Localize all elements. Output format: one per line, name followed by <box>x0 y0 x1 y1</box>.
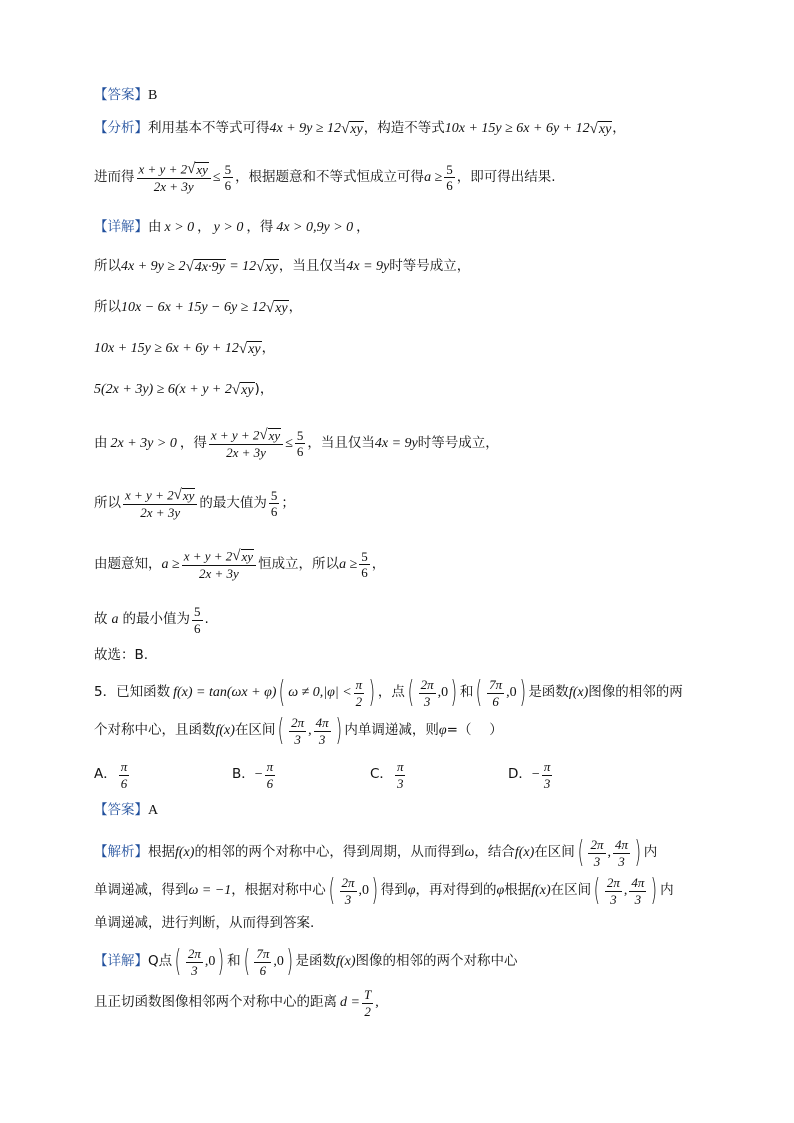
option-label: D． <box>508 766 532 783</box>
zero: 0 <box>509 685 517 701</box>
denominator: 3 <box>634 891 642 907</box>
text: 进而得 <box>94 169 135 186</box>
denominator: 3 <box>610 891 617 907</box>
radicand: xy <box>196 162 208 177</box>
math: f(x) <box>568 685 589 701</box>
sqrt: √ xy <box>231 382 254 399</box>
denominator: 6 <box>266 775 274 791</box>
denominator: 6 <box>492 693 499 709</box>
math: 4x > 0,9y > 0 <box>276 220 354 235</box>
fraction-5-6 <box>192 605 203 635</box>
denominator: 3 <box>618 853 625 869</box>
text: ， <box>261 340 276 357</box>
question5-options <box>94 760 694 790</box>
detail-q4-line8 <box>94 549 385 581</box>
zero: 0 <box>276 954 284 970</box>
option-c[interactable] <box>370 760 407 790</box>
text: 故选：B. <box>94 647 149 663</box>
denominator: 6 <box>446 178 453 194</box>
text: 内 <box>660 882 674 899</box>
radicand: xy <box>241 383 254 398</box>
option-a[interactable] <box>94 760 131 790</box>
zero: 0 <box>362 883 370 899</box>
math: φ <box>496 883 505 899</box>
fraction-T-2 <box>362 988 373 1018</box>
numerator: 5 <box>446 161 453 177</box>
math: a ≥ <box>339 556 358 572</box>
minus-sign: − <box>531 767 540 783</box>
math: f(x) <box>531 883 551 899</box>
math: 4x + 9y ≥ 12 <box>269 121 342 137</box>
numerator: 2π <box>590 837 604 852</box>
text: 图像的相邻的两 <box>588 684 683 701</box>
text: 的相邻的两个对称中心，得到周期，从而得到 <box>194 844 465 861</box>
math: 2x + 3y > 0 <box>110 435 177 451</box>
math: = 12 <box>225 259 257 275</box>
text: ，结合 <box>474 844 515 861</box>
comma: , <box>308 723 312 739</box>
fraction-5-6 <box>223 163 234 193</box>
denominator: 6 <box>270 504 278 520</box>
denominator: 6 <box>296 444 304 460</box>
text: ，再对得到的 <box>415 882 497 899</box>
radicand: 4x·9y <box>194 260 225 275</box>
denominator: 3 <box>318 731 326 747</box>
denominator: 2x + 3y <box>153 179 194 195</box>
text: 根据 <box>148 844 175 861</box>
denominator: 3 <box>191 962 198 978</box>
text: 的最小值为 <box>122 611 190 628</box>
math: 10x + 15y ≥ 6x + 6y + 12 <box>94 341 239 357</box>
numerator: 2π <box>291 715 305 730</box>
point: ( $\frac{7\pi}{6}$ , 0 ) <box>475 675 526 711</box>
comma: , <box>358 883 363 899</box>
denominator: 3 <box>294 731 301 747</box>
math: φ <box>438 723 447 739</box>
detail-q4-line3 <box>94 300 302 316</box>
math: f(x) <box>175 845 195 861</box>
text: 时等号成立， <box>417 435 499 452</box>
option-label: C． <box>370 766 393 783</box>
denominator: 6 <box>120 775 128 791</box>
radicand: xy <box>275 301 288 316</box>
answer-value: A <box>148 803 159 818</box>
analysis-q5-line2 <box>94 873 674 909</box>
text: ， <box>612 120 626 137</box>
math: 4x = 9y <box>374 435 418 451</box>
text: 所以 <box>94 299 121 316</box>
minus-sign: − <box>254 767 263 783</box>
text: 图像的相邻的两个对称中心 <box>355 953 518 970</box>
numerator: 2π <box>341 875 355 890</box>
text: 由题意知， <box>94 556 162 573</box>
detail-tag: 【详解】 <box>94 953 148 970</box>
text: ，当且仅当 <box>278 258 347 275</box>
sqrt: √ 4x·9y <box>185 259 225 276</box>
denominator: 3 <box>593 853 601 869</box>
math: 5(2x + 3y) ≥ 6(x + y + 2 <box>94 382 232 398</box>
text: 在区间 <box>234 722 276 739</box>
fraction-5-6 <box>359 550 370 580</box>
text: ，即可得出结果. <box>456 169 556 186</box>
text: 利用基本不等式可得 <box>148 120 270 137</box>
text: )， <box>254 381 274 398</box>
detail-tag: 【详解】 <box>94 219 148 236</box>
radicand: xy <box>598 122 612 137</box>
numerator: 7π <box>256 946 270 961</box>
math: f(x) <box>336 954 356 970</box>
detail-q5-line1 <box>94 944 518 980</box>
detail-q4-line6: 由 2x + 3y > 0 ，得 x + y + 2 √ xy 2x + 3y ≤ $\frac{5}{6}$ ，当且仅当 4x = 9y 时等号成立， <box>94 427 499 461</box>
radicand: xy <box>350 122 363 137</box>
comma: , <box>437 685 442 701</box>
denominator: 2x + 3y <box>226 445 266 461</box>
analysis-q5-line1 <box>94 835 658 871</box>
detail-q4-line7 <box>94 488 295 520</box>
math: a ≥ <box>161 556 180 572</box>
analysis-tag: 【解析】 <box>94 844 148 861</box>
detail-q5-line2 <box>94 988 379 1018</box>
option-d[interactable] <box>508 760 554 790</box>
text: 内单调递减，则 <box>344 722 439 739</box>
text: ，点 <box>377 684 405 701</box>
option-b[interactable] <box>232 760 277 790</box>
text: ， <box>288 299 303 316</box>
radicand: xy <box>248 342 261 357</box>
sqrt: √ xy <box>238 341 261 358</box>
text: ， <box>371 556 386 573</box>
fraction-5-6 <box>269 489 280 519</box>
text: =（ ） <box>446 722 503 739</box>
numerator: T <box>363 987 372 1002</box>
numerator: 2π <box>187 946 201 961</box>
numerator: 5 <box>224 161 232 177</box>
point: ( $\frac{2\pi}{3}$ , 0 ) <box>174 944 225 980</box>
math: 10x + 15y ≥ 6x + 6y + 12 <box>444 121 590 137</box>
radicand: xy <box>268 428 281 443</box>
point: ( $\frac{2\pi}{3}$ , 0 ) <box>407 675 458 711</box>
denominator: 3 <box>543 775 551 791</box>
text: ， <box>356 219 370 236</box>
text: 内 <box>643 844 658 861</box>
detail-q4-choice <box>94 649 148 663</box>
comma: , <box>623 883 628 899</box>
text: ， <box>197 219 211 236</box>
math: 4x = 9y <box>346 259 390 275</box>
text: 由 <box>94 435 108 452</box>
answer-value: B <box>148 88 158 103</box>
numerator: 5 <box>296 427 304 443</box>
text: 在区间 <box>534 844 575 861</box>
detail-q4-line9 <box>94 605 209 635</box>
text: 得到 <box>380 882 408 899</box>
math: 10x − 6x + 15y − 6y ≥ 12 <box>121 300 266 316</box>
text: ； <box>281 495 295 512</box>
numerator: 2π <box>420 677 434 692</box>
math: x > 0 <box>164 220 195 235</box>
text: ，得 <box>246 219 274 236</box>
fraction: x + y + 2 √ xy 2x + 3y <box>209 428 283 460</box>
math: ω <box>464 845 475 861</box>
text: 根据 <box>504 882 532 899</box>
math: f(x) = tan(ωx + φ) <box>173 685 277 701</box>
math: y > 0 <box>213 220 244 235</box>
interval: ( $\frac{2\pi}{3}$ , $\frac{4\pi}{3}$ ) <box>278 713 342 749</box>
text: 时等号成立， <box>389 258 471 275</box>
fraction: x + y + 2 √ xy 2x + 3y <box>137 162 211 194</box>
text: 5．已知函数 <box>94 684 171 701</box>
math: ω = −1 <box>188 883 232 899</box>
question5-line2 <box>94 713 503 749</box>
math: d = <box>340 995 360 1011</box>
interval: ( $\frac{2\pi}{3}$ , $\frac{4\pi}{3}$ ) <box>577 835 642 871</box>
numerator: x + y + 2 <box>183 548 233 564</box>
numerator: 5 <box>194 604 201 619</box>
comma: , <box>607 845 611 861</box>
text: ，构造不等式 <box>363 120 445 137</box>
answer-q4 <box>94 89 157 103</box>
text: ，根据对称中心 <box>231 882 326 899</box>
math: a ≥ <box>424 169 443 185</box>
text: ，当且仅当 <box>307 435 375 452</box>
denominator: 6 <box>361 565 368 581</box>
text: 由 <box>148 219 162 236</box>
text: 所以 <box>94 258 121 275</box>
numerator: x + y + 2 <box>138 161 188 177</box>
math: 4x + 9y ≥ 2 <box>121 259 186 275</box>
point: ( $\frac{7\pi}{6}$ , 0 ) <box>243 944 293 980</box>
math: φ <box>407 883 416 899</box>
text: 单调递减，得到 <box>94 882 189 899</box>
option-label: B． <box>232 766 255 783</box>
zero: 0 <box>441 685 449 701</box>
denominator: 2x + 3y <box>198 566 239 582</box>
numerator: x + y + 2 <box>210 427 260 443</box>
radicand: xy <box>265 260 278 275</box>
text: 个对称中心，且函数 <box>94 722 216 739</box>
numerator: 4π <box>315 715 329 730</box>
text: 所以 <box>94 495 121 512</box>
fraction-5-6 <box>295 429 306 459</box>
answer-q5 <box>94 804 158 818</box>
radicand: xy <box>241 549 254 564</box>
text: 单调递减，进行判断，从而得到答案. <box>94 915 315 931</box>
numerator: π <box>355 677 363 692</box>
numerator: π <box>396 759 404 774</box>
text: 和 <box>459 684 474 701</box>
numerator: 4π <box>615 837 629 852</box>
text: 是函数 <box>528 684 569 701</box>
comma: , <box>273 954 277 970</box>
analysis-tag: 【分析】 <box>94 120 148 137</box>
interval: ( $\frac{2\pi}{3}$ , $\frac{4\pi}{3}$ ) <box>593 873 658 909</box>
fraction: x + y + 2 √ xy 2x + 3y <box>182 549 256 581</box>
denominator: 6 <box>194 620 201 636</box>
question5-line1 <box>94 675 683 711</box>
denominator: 3 <box>423 693 431 709</box>
denominator: 3 <box>396 775 404 791</box>
detail-q4-line4 <box>94 341 275 357</box>
math: f(x) <box>215 723 235 739</box>
point: ( $\frac{2\pi}{3}$ , 0 ) <box>328 873 379 909</box>
denominator: 6 <box>224 178 232 194</box>
numerator: x + y + 2 <box>125 487 174 503</box>
option-label: A． <box>94 766 117 783</box>
denominator: 2x + 3y <box>140 505 181 521</box>
text: . <box>204 611 209 628</box>
answer-tag: 【答案】 <box>94 87 148 104</box>
denominator: 2 <box>355 693 363 709</box>
math: ω ≠ 0,|φ| < <box>288 685 352 701</box>
numerator: 5 <box>361 548 368 564</box>
text: , <box>375 995 379 1011</box>
denominator: 6 <box>259 962 267 978</box>
fraction-5-6 <box>444 163 455 193</box>
fraction: x + y + 2 √ xy 2x + 3y <box>123 488 197 520</box>
text: 且正切函数图像相邻两个对称中心的距离 <box>94 994 337 1011</box>
sqrt: √ xy <box>341 121 363 138</box>
math: f(x) <box>514 845 535 861</box>
numerator: π <box>120 759 128 774</box>
numerator: π <box>266 759 274 774</box>
text: 恒成立，所以 <box>258 556 340 573</box>
text: 和 <box>227 953 241 970</box>
analysis-q4-line1 <box>94 121 626 137</box>
sqrt: √ xy <box>256 259 278 276</box>
comma: , <box>204 954 209 970</box>
text: 是函数 <box>295 953 337 970</box>
text: 在区间 <box>550 882 592 899</box>
numerator: 7π <box>489 677 503 692</box>
numerator: 2π <box>606 875 620 890</box>
numerator: π <box>543 759 551 774</box>
sqrt: √ xy <box>589 121 612 138</box>
text: ，根据题意和不等式恒成立可得 <box>235 169 425 186</box>
zero: 0 <box>208 954 216 970</box>
condition: ( ω ≠ 0,|φ| < $\frac{\pi}{2}$ ) <box>279 675 376 711</box>
denominator: 3 <box>344 891 352 907</box>
numerator: 4π <box>631 875 645 890</box>
comma: , <box>506 685 510 701</box>
fraction-pi-2 <box>354 678 365 708</box>
math: a <box>111 612 119 628</box>
text: ，得 <box>179 435 207 452</box>
sqrt: √ xy <box>265 300 288 317</box>
analysis-q5-line3 <box>94 917 314 931</box>
detail-q4-line5 <box>94 382 273 398</box>
answer-tag: 【答案】 <box>94 802 148 819</box>
radicand: xy <box>182 488 195 503</box>
detail-q4-line2 <box>94 259 470 275</box>
numerator: 5 <box>270 487 278 503</box>
detail-q4-line1 <box>94 221 370 235</box>
text: 的最大值为 <box>199 495 267 512</box>
text: 故 <box>94 611 108 628</box>
text: Q点 <box>148 953 173 970</box>
denominator: 2 <box>364 1003 371 1019</box>
analysis-q4-line2: 进而得 x + y + 2 √ xy 2x + 3y ≤ $\frac{5}{6}$ ，根据题意和不等式恒成立可得 a ≥ $\frac{5}{6}$ ，即可得出结果. <box>94 161 556 195</box>
